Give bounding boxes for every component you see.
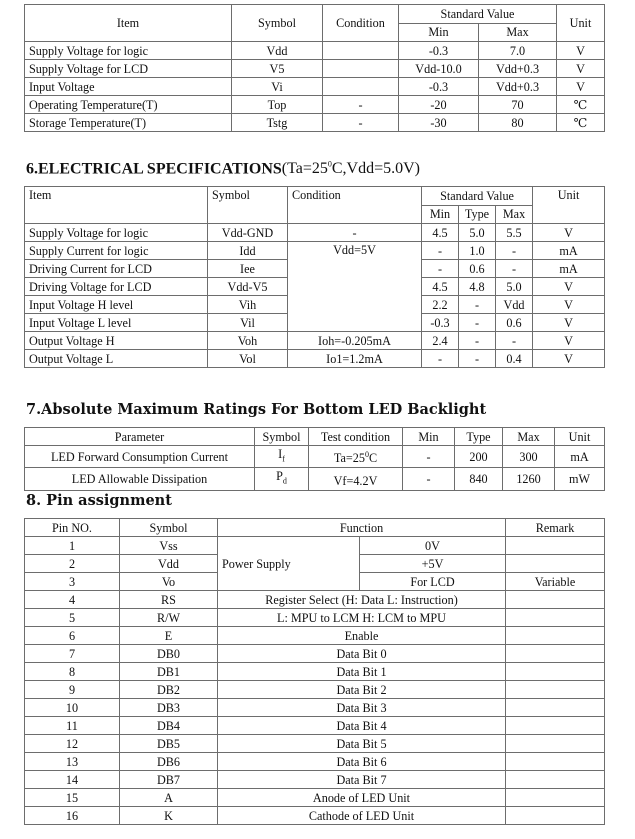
cell-min: -30 <box>399 114 479 132</box>
cell-typ: - <box>459 350 496 368</box>
cell-condition: Ioh=-0.205mA <box>288 332 422 350</box>
cell-item: Input Voltage <box>25 78 232 96</box>
cell-remark <box>506 807 605 825</box>
cell-typ: 840 <box>455 468 503 490</box>
cell-function: Data Bit 5 <box>218 735 506 753</box>
cell-test-condition <box>309 446 403 468</box>
header-min: Min <box>422 205 459 224</box>
cell-function: Data Bit 3 <box>218 699 506 717</box>
cell-remark <box>506 789 605 807</box>
header-min: Min <box>399 23 479 42</box>
pin-rows <box>25 537 605 825</box>
cell-unit: V <box>557 42 605 60</box>
cell-unit: V <box>557 78 605 96</box>
table-row <box>25 242 605 260</box>
section-7-title: 7.Absolute Maximum Ratings For Bottom LED Backlight <box>26 401 487 418</box>
cell-item: Input Voltage H level <box>25 296 208 314</box>
header-item: Item <box>25 187 208 224</box>
cell-condition <box>323 78 399 96</box>
cell-function: +5V <box>360 555 506 573</box>
table-row <box>25 681 605 699</box>
cell-unit: V <box>533 224 605 242</box>
title-cond-pre: (Ta=25 <box>281 160 328 178</box>
cell-pin-number: 12 <box>25 735 120 753</box>
cell-unit: V <box>533 350 605 368</box>
pin-assignment-table <box>24 518 605 825</box>
cell-unit: mA <box>555 446 605 468</box>
cell-symbol: Vol <box>208 350 288 368</box>
cell-item: Driving Current for LCD <box>25 260 208 278</box>
cell-typ: - <box>459 314 496 332</box>
cell-max: 0.4 <box>496 350 533 368</box>
cell-symbol: DB1 <box>120 663 218 681</box>
cell-symbol: V5 <box>232 60 323 78</box>
cell-function: L: MPU to LCM H: LCM to MPU <box>218 609 506 627</box>
cell-max: 1260 <box>503 468 555 490</box>
table-row <box>25 735 605 753</box>
cell-symbol: Vdd <box>232 42 323 60</box>
cell-symbol: Vih <box>208 296 288 314</box>
led-rating-rows <box>25 446 605 491</box>
cell-max: 7.0 <box>479 42 557 60</box>
cell-item: Input Voltage L level <box>25 314 208 332</box>
table-row <box>25 807 605 825</box>
cell-pin-number: 1 <box>25 537 120 555</box>
header-max: Max <box>479 23 557 42</box>
cell-max: Vdd+0.3 <box>479 60 557 78</box>
cell-function: Data Bit 1 <box>218 663 506 681</box>
cell-min: - <box>403 468 455 490</box>
header-condition: Condition <box>323 5 399 42</box>
cell-typ: 1.0 <box>459 242 496 260</box>
cell-parameter: LED Allowable Dissipation <box>25 468 255 490</box>
cell-remark <box>506 681 605 699</box>
cell-function: Data Bit 7 <box>218 771 506 789</box>
cell-item: Supply Voltage for LCD <box>25 60 232 78</box>
cell-item: Supply Current for logic <box>25 242 208 260</box>
cell-typ: 200 <box>455 446 503 468</box>
cell-condition: - <box>288 224 422 242</box>
cell-symbol <box>255 468 309 490</box>
cell-parameter: LED Forward Consumption Current <box>25 446 255 468</box>
symbol-subscript: f <box>282 454 285 464</box>
cell-unit: V <box>533 296 605 314</box>
cell-min: Vdd-10.0 <box>399 60 479 78</box>
cell-max: Vdd <box>496 296 533 314</box>
led-rating-table <box>24 427 605 491</box>
cell-symbol: Iee <box>208 260 288 278</box>
cell-function: Cathode of LED Unit <box>218 807 506 825</box>
table-row <box>25 350 605 368</box>
cell-typ: - <box>459 332 496 350</box>
cell-min: 2.2 <box>422 296 459 314</box>
cell-function: Data Bit 6 <box>218 753 506 771</box>
cell-remark <box>506 591 605 609</box>
cell-symbol: Top <box>232 96 323 114</box>
cell-function: Data Bit 4 <box>218 717 506 735</box>
cell-min: 4.5 <box>422 224 459 242</box>
header-unit: Unit <box>557 5 605 42</box>
cell-remark <box>506 699 605 717</box>
cell-condition: - <box>323 114 399 132</box>
cell-typ: 0.6 <box>459 260 496 278</box>
table-row <box>25 753 605 771</box>
cell-remark <box>506 735 605 753</box>
table-row <box>25 771 605 789</box>
header-item: Item <box>25 5 232 42</box>
cell-pin-number: 6 <box>25 627 120 645</box>
cell-remark <box>506 663 605 681</box>
cell-symbol: DB6 <box>120 753 218 771</box>
cell-symbol <box>255 446 309 468</box>
header-standard-value: Standard Value <box>422 187 533 206</box>
test-post: C <box>368 451 378 466</box>
cell-unit: V <box>557 60 605 78</box>
absolute-max-table <box>24 4 605 132</box>
cell-max: 5.5 <box>496 224 533 242</box>
header-standard-value: Standard Value <box>399 5 557 24</box>
cell-typ: 4.8 <box>459 278 496 296</box>
cell-remark <box>506 753 605 771</box>
cell-pin-number: 14 <box>25 771 120 789</box>
electrical-spec-table <box>24 186 605 368</box>
title-cond-post: C,Vdd=5.0V) <box>331 160 421 178</box>
table-row <box>25 645 605 663</box>
test-pre: Ta=25 <box>333 451 365 466</box>
cell-symbol: DB3 <box>120 699 218 717</box>
cell-pin-number: 10 <box>25 699 120 717</box>
table-row <box>25 78 605 96</box>
cell-max: - <box>496 332 533 350</box>
header-pin: Pin NO. <box>25 519 120 537</box>
cell-min: - <box>422 350 459 368</box>
table-row <box>25 332 605 350</box>
cell-condition: Vdd=5V <box>288 242 422 332</box>
cell-pin-number: 3 <box>25 573 120 591</box>
cell-max: 5.0 <box>496 278 533 296</box>
section-6-title-condition <box>282 160 420 177</box>
cell-symbol: DB7 <box>120 771 218 789</box>
cell-unit: mA <box>533 242 605 260</box>
cell-pin-number: 5 <box>25 609 120 627</box>
section-6-title <box>26 160 420 178</box>
table-row <box>25 789 605 807</box>
cell-pin-number: 4 <box>25 591 120 609</box>
cell-unit: ℃ <box>557 96 605 114</box>
table-row <box>25 224 605 242</box>
header-symbol: Symbol <box>232 5 323 42</box>
cell-condition: Io1=1.2mA <box>288 350 422 368</box>
absolute-max-rows <box>25 42 605 132</box>
table-row <box>25 60 605 78</box>
header-test-condition: Test condition <box>309 428 403 446</box>
cell-symbol: Vss <box>120 537 218 555</box>
header-unit: Unit <box>533 187 605 224</box>
cell-unit: ℃ <box>557 114 605 132</box>
cell-min: - <box>422 242 459 260</box>
cell-typ: 5.0 <box>459 224 496 242</box>
cell-unit: mW <box>555 468 605 490</box>
cell-pin-number: 16 <box>25 807 120 825</box>
table-row <box>25 663 605 681</box>
cell-remark <box>506 627 605 645</box>
cell-function: Data Bit 2 <box>218 681 506 699</box>
table-row <box>25 609 605 627</box>
cell-symbol: Idd <box>208 242 288 260</box>
cell-remark <box>506 717 605 735</box>
cell-remark <box>506 537 605 555</box>
cell-function: 0V <box>360 537 506 555</box>
cell-max: - <box>496 260 533 278</box>
header-max: Max <box>496 205 533 224</box>
cell-min: -0.3 <box>422 314 459 332</box>
cell-item: Output Voltage L <box>25 350 208 368</box>
cell-max: 0.6 <box>496 314 533 332</box>
symbol-main: P <box>276 469 283 484</box>
cell-item: Operating Temperature(T) <box>25 96 232 114</box>
table-row <box>25 96 605 114</box>
cell-unit: V <box>533 332 605 350</box>
cell-symbol: Vi <box>232 78 323 96</box>
header-remark: Remark <box>506 519 605 537</box>
cell-max: Vdd+0.3 <box>479 78 557 96</box>
cell-max: 80 <box>479 114 557 132</box>
header-unit: Unit <box>555 428 605 446</box>
cell-min: -0.3 <box>399 78 479 96</box>
section-6-title-bold: 6.ELECTRICAL SPECIFICATIONS <box>26 160 282 178</box>
cell-unit: mA <box>533 260 605 278</box>
cell-typ: - <box>459 296 496 314</box>
cell-function: Register Select (H: Data L: Instruction) <box>218 591 506 609</box>
cell-remark: Variable <box>506 573 605 591</box>
table-row <box>25 717 605 735</box>
cell-symbol: Vo <box>120 573 218 591</box>
cell-max: 300 <box>503 446 555 468</box>
cell-item: Supply Voltage for logic <box>25 224 208 242</box>
cell-min: -20 <box>399 96 479 114</box>
cell-condition <box>323 60 399 78</box>
cell-pin-number: 2 <box>25 555 120 573</box>
cell-symbol: Vdd-GND <box>208 224 288 242</box>
cell-remark <box>506 609 605 627</box>
cell-symbol: Vil <box>208 314 288 332</box>
cell-power-supply: Power Supply <box>218 537 360 591</box>
cell-remark <box>506 555 605 573</box>
cell-pin-number: 13 <box>25 753 120 771</box>
cell-function: Anode of LED Unit <box>218 789 506 807</box>
cell-symbol: DB4 <box>120 717 218 735</box>
table-row <box>25 42 605 60</box>
cell-symbol: K <box>120 807 218 825</box>
cell-min: -0.3 <box>399 42 479 60</box>
cell-min: - <box>403 446 455 468</box>
cell-pin-number: 8 <box>25 663 120 681</box>
table-row <box>25 699 605 717</box>
cell-symbol: Vdd <box>120 555 218 573</box>
header-typ: Type <box>455 428 503 446</box>
symbol-subscript: d <box>282 476 287 486</box>
cell-symbol: Voh <box>208 332 288 350</box>
title-cond-sup: 0 <box>327 160 332 169</box>
cell-symbol: DB5 <box>120 735 218 753</box>
cell-function: Data Bit 0 <box>218 645 506 663</box>
cell-symbol: R/W <box>120 609 218 627</box>
cell-condition: - <box>323 96 399 114</box>
table-row <box>25 114 605 132</box>
header-typ: Type <box>459 205 496 224</box>
cell-remark <box>506 771 605 789</box>
test-sup: 0 <box>364 450 369 460</box>
table-row <box>25 591 605 609</box>
cell-remark <box>506 645 605 663</box>
cell-function: Enable <box>218 627 506 645</box>
cell-item: Driving Voltage for LCD <box>25 278 208 296</box>
cell-symbol: A <box>120 789 218 807</box>
cell-symbol: Tstg <box>232 114 323 132</box>
cell-item: Output Voltage H <box>25 332 208 350</box>
header-symbol: Symbol <box>255 428 309 446</box>
header-max: Max <box>503 428 555 446</box>
cell-min: - <box>422 260 459 278</box>
cell-unit: V <box>533 278 605 296</box>
header-condition: Condition <box>288 187 422 224</box>
cell-item: Supply Voltage for logic <box>25 42 232 60</box>
cell-max: - <box>496 242 533 260</box>
header-symbol: Symbol <box>208 187 288 224</box>
cell-symbol: RS <box>120 591 218 609</box>
cell-symbol: Vdd-V5 <box>208 278 288 296</box>
cell-pin-number: 15 <box>25 789 120 807</box>
cell-item: Storage Temperature(T) <box>25 114 232 132</box>
cell-symbol: DB0 <box>120 645 218 663</box>
header-min: Min <box>403 428 455 446</box>
header-parameter: Parameter <box>25 428 255 446</box>
cell-function: For LCD <box>360 573 506 591</box>
test-pre: Vf=4.2V <box>333 473 378 488</box>
cell-pin-number: 11 <box>25 717 120 735</box>
cell-pin-number: 9 <box>25 681 120 699</box>
table-row <box>25 627 605 645</box>
cell-symbol: E <box>120 627 218 645</box>
cell-min: 2.4 <box>422 332 459 350</box>
table-row <box>25 468 605 490</box>
cell-pin-number: 7 <box>25 645 120 663</box>
section-8-title: 8. Pin assignment <box>26 492 172 509</box>
cell-condition <box>323 42 399 60</box>
header-symbol: Symbol <box>120 519 218 537</box>
header-function: Function <box>218 519 506 537</box>
electrical-spec-rows <box>25 224 605 368</box>
cell-symbol: DB2 <box>120 681 218 699</box>
symbol-main: I <box>278 447 283 461</box>
cell-min: 4.5 <box>422 278 459 296</box>
cell-unit: V <box>533 314 605 332</box>
cell-test-condition <box>309 468 403 490</box>
table-row <box>25 537 605 555</box>
cell-max: 70 <box>479 96 557 114</box>
table-row <box>25 446 605 468</box>
